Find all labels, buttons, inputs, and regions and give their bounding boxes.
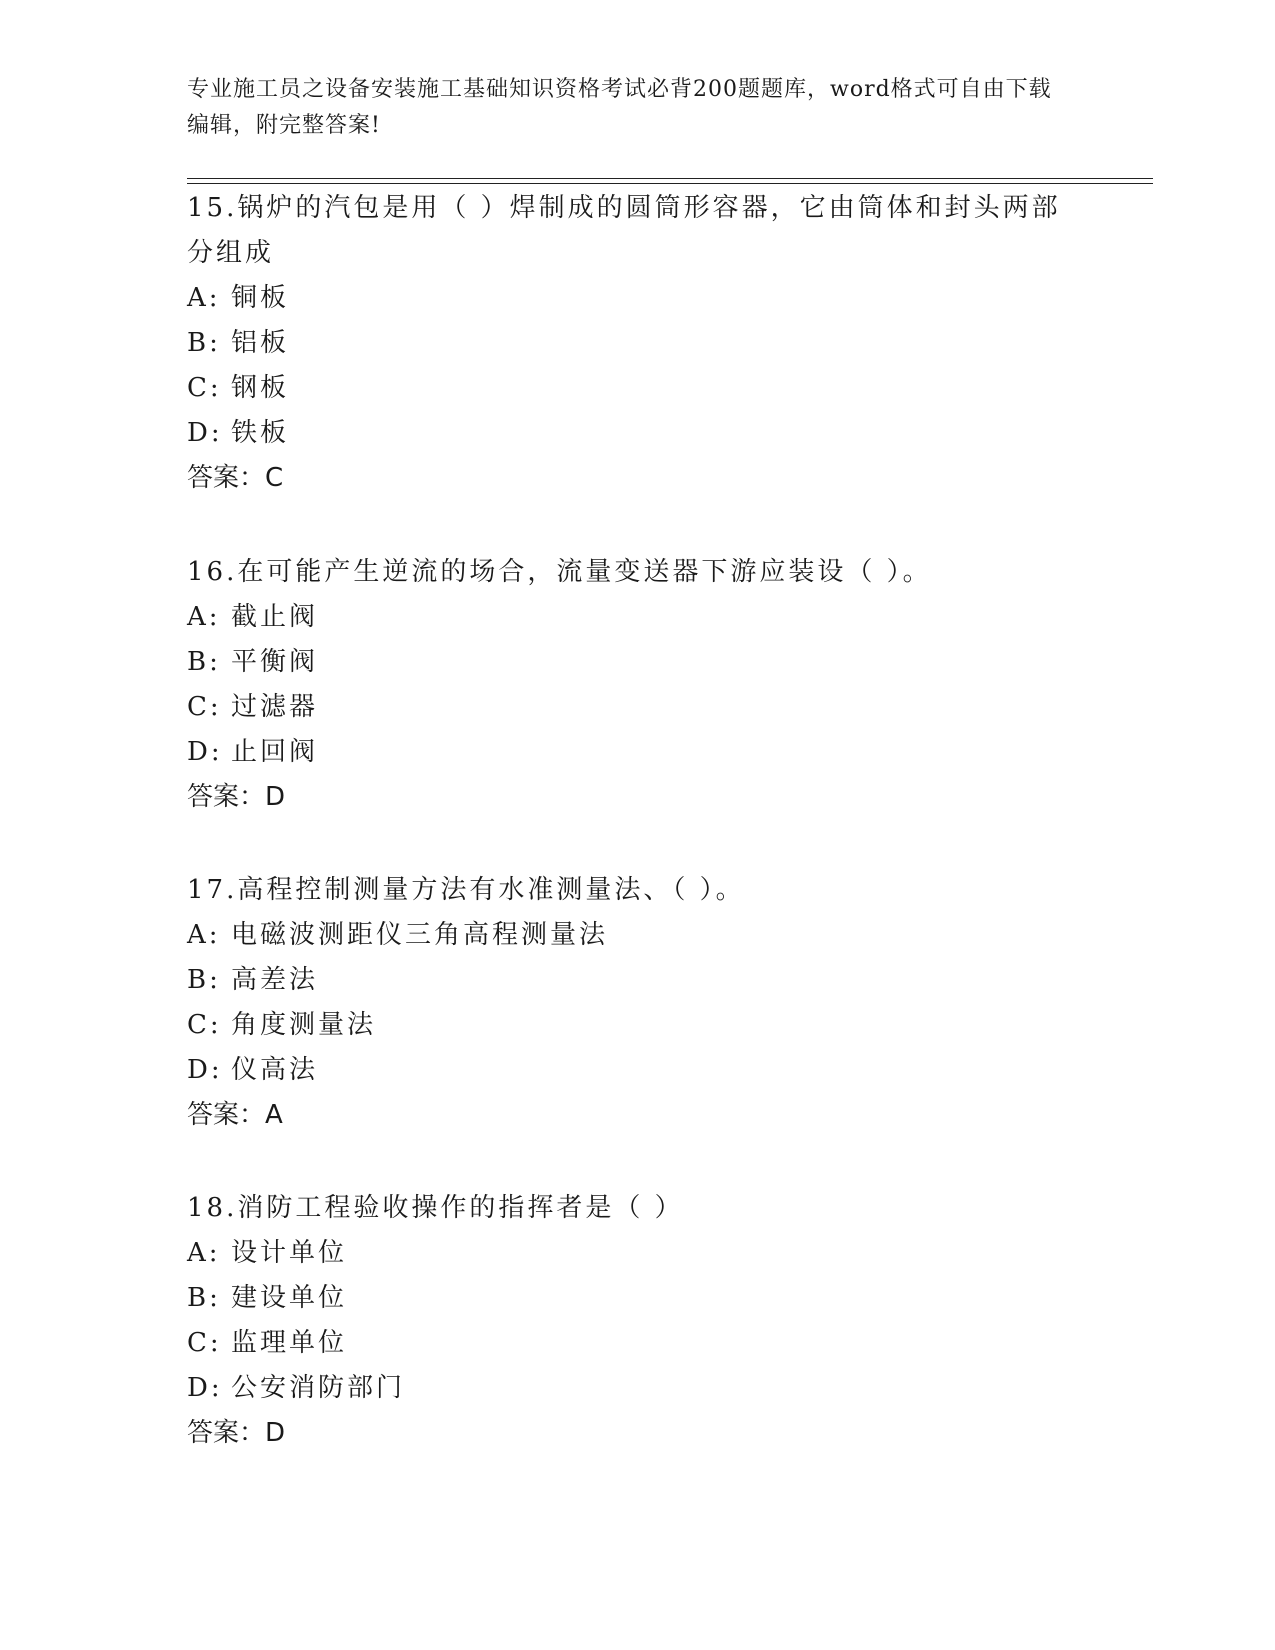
- option-text: 截止阀: [231, 602, 319, 632]
- option-a: [187, 595, 1067, 640]
- question-stem: 17.高程控制测量方法有水准测量法、（ ）。: [187, 875, 745, 905]
- option-c: [187, 366, 1067, 411]
- document-header: 专业施工员之设备安装施工基础知识资格考试必背200题题库，word格式可自由下载编辑，附完整答案!: [187, 77, 1052, 138]
- option-letter: A:: [187, 283, 221, 313]
- option-text: 平衡阀: [231, 647, 319, 677]
- option-text: 设计单位: [231, 1238, 348, 1268]
- option-text: 监理单位: [231, 1328, 348, 1358]
- option-text: 高差法: [231, 965, 319, 995]
- option-letter: C:: [187, 1328, 222, 1358]
- answer-line: 答案：C: [187, 463, 284, 493]
- option-text: 铁板: [231, 418, 290, 448]
- option-letter: C:: [187, 692, 222, 722]
- option-letter: B:: [187, 1283, 221, 1313]
- option-letter: D:: [187, 418, 223, 448]
- option-c: [187, 685, 1067, 730]
- answer-line: 答案：A: [187, 1100, 283, 1130]
- question-stem: 15.锅炉的汽包是用（ ）焊制成的圆筒形容器，它由筒体和封头两部分组成: [187, 193, 1061, 268]
- header-divider-top: [187, 178, 1153, 179]
- question-16: [187, 550, 1067, 820]
- option-text: 建设单位: [231, 1283, 348, 1313]
- option-d: [187, 411, 1067, 456]
- option-b: [187, 640, 1067, 685]
- option-letter: C:: [187, 1010, 222, 1040]
- option-letter: D:: [187, 1055, 223, 1085]
- option-letter: A:: [187, 920, 221, 950]
- question-18: [187, 1186, 1067, 1456]
- option-letter: A:: [187, 602, 221, 632]
- option-b: [187, 321, 1067, 366]
- option-text: 电磁波测距仪三角高程测量法: [231, 920, 609, 950]
- option-c: [187, 1321, 1067, 1366]
- question-stem: 18.消防工程验收操作的指挥者是（ ）: [187, 1193, 684, 1223]
- option-c: [187, 1003, 1067, 1048]
- option-text: 铜板: [231, 283, 290, 313]
- option-a: [187, 1231, 1067, 1276]
- question-15: [187, 186, 1067, 501]
- option-text: 仪高法: [231, 1055, 319, 1085]
- option-d: [187, 1048, 1067, 1093]
- option-text: 铝板: [231, 328, 290, 358]
- question-17: [187, 868, 1067, 1138]
- option-letter: B:: [187, 328, 221, 358]
- option-text: 止回阀: [231, 737, 319, 767]
- answer-line: 答案：D: [187, 1418, 286, 1448]
- option-letter: B:: [187, 965, 221, 995]
- option-text: 公安消防部门: [231, 1373, 406, 1403]
- option-d: [187, 1366, 1067, 1411]
- option-letter: D:: [187, 1373, 223, 1403]
- option-text: 角度测量法: [231, 1010, 377, 1040]
- option-letter: C:: [187, 373, 222, 403]
- question-stem: 16.在可能产生逆流的场合，流量变送器下游应装设（ ）。: [187, 557, 932, 587]
- option-b: [187, 958, 1067, 1003]
- header-divider-bottom: [187, 183, 1153, 184]
- option-letter: D:: [187, 737, 223, 767]
- option-a: [187, 913, 1067, 958]
- option-text: 过滤器: [231, 692, 319, 722]
- option-letter: B:: [187, 647, 221, 677]
- option-b: [187, 1276, 1067, 1321]
- answer-line: 答案：D: [187, 782, 286, 812]
- option-letter: A:: [187, 1238, 221, 1268]
- option-text: 钢板: [231, 373, 290, 403]
- option-a: [187, 276, 1067, 321]
- option-d: [187, 730, 1067, 775]
